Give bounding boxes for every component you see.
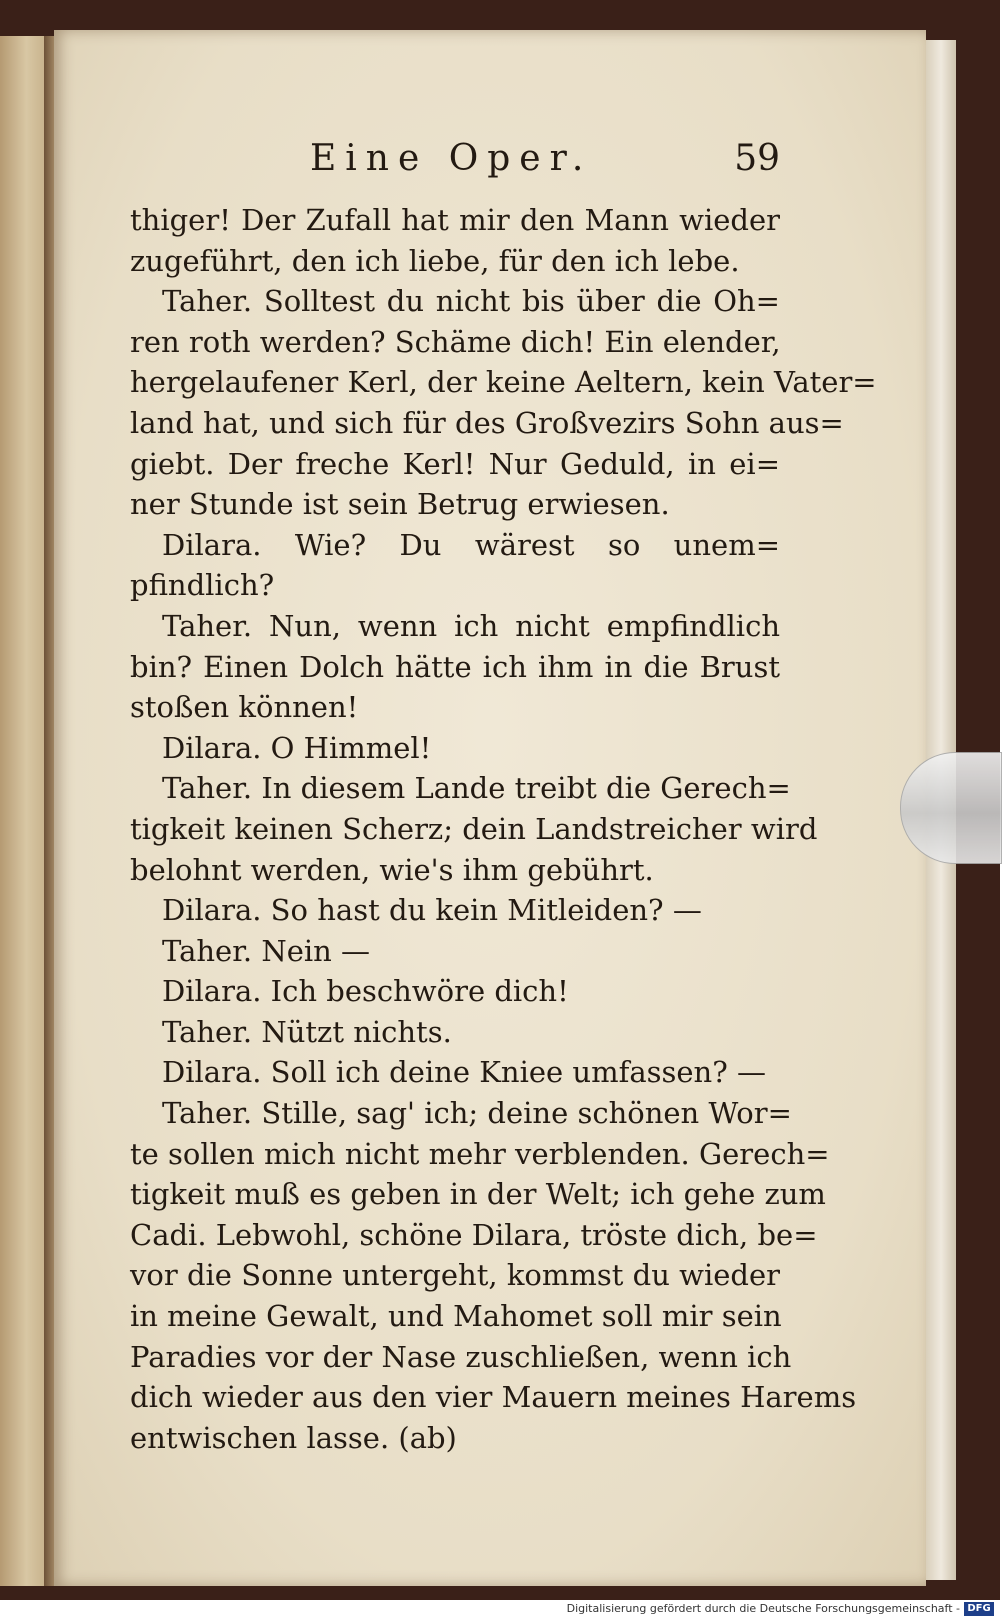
text-line: Paradies vor der Nase zuschließen, wenn ich <box>130 1339 792 1374</box>
text-line: Taher. Solltest du nicht bis über die Oh= <box>162 284 780 319</box>
digitization-credit: Digitalisierung gefördert durch die Deutsche Forschungsgemeinschaft - <box>566 1602 960 1615</box>
text-line: giebt. Der freche Kerl! Nur Geduld, in ei= <box>130 446 780 481</box>
page-header <box>130 138 780 188</box>
text-line: Taher. Stille, sag' ich; deine schönen Wor= <box>162 1096 792 1131</box>
text-line: tigkeit muß es geben in der Welt; ich gehe zum <box>130 1177 826 1212</box>
text-line: stoßen können! <box>130 690 359 725</box>
text-line: Dilara. Ich beschwöre dich! <box>162 974 569 1009</box>
text-line: ren roth werden? Schäme dich! Ein elender, <box>130 324 781 359</box>
text-line: bin? Einen Dolch hätte ich ihm in die Brust <box>130 649 780 684</box>
text-line: vor die Sonne untergeht, kommst du wieder <box>130 1258 780 1293</box>
text-line: Taher. Nützt nichts. <box>162 1014 452 1049</box>
text-line: thiger! Der Zufall hat mir den Mann wieder <box>130 203 780 237</box>
running-title: Eine Oper. <box>310 138 593 179</box>
text-line: Taher. Nein — <box>162 933 371 968</box>
page-clip <box>900 752 1002 864</box>
text-line: Taher. Nun, wenn ich nicht empfindlich <box>162 608 780 643</box>
text-line: Dilara. O Himmel! <box>162 730 432 765</box>
text-line: te sollen mich nicht mehr verblenden. Gerech= <box>130 1136 830 1171</box>
text-line: Dilara. So hast du kein Mitleiden? — <box>162 893 702 928</box>
text-line: Dilara. Wie? Du wärest so unem= <box>162 527 780 562</box>
text-line: pfindlich? <box>130 568 275 603</box>
text-line: tigkeit keinen Scherz; dein Landstreicher wird <box>130 811 818 846</box>
text-line: land hat, und sich für des Großvezirs Sohn aus= <box>130 405 844 440</box>
text-line: entwischen lasse. (ab) <box>130 1420 457 1455</box>
text-line: Cadi. Lebwohl, schöne Dilara, tröste dich, be= <box>130 1217 818 1252</box>
text-line: Taher. In diesem Lande treibt die Gerech= <box>162 771 791 806</box>
text-line: Dilara. Soll ich deine Kniee umfassen? — <box>162 1055 766 1090</box>
left-page-edge <box>0 36 44 1586</box>
text-line: dich wieder aus den vier Mauern meines Harems <box>130 1380 857 1415</box>
text-line: in meine Gewalt, und Mahomet soll mir sein <box>130 1299 782 1334</box>
dfg-logo: DFG <box>964 1602 994 1616</box>
page-number: 59 <box>734 138 780 179</box>
text-line: hergelaufener Kerl, der keine Aeltern, kein Vater= <box>130 365 877 400</box>
page-body-text <box>130 200 877 1458</box>
text-line: zugeführt, den ich liebe, für den ich lebe. <box>130 243 740 278</box>
text-line: ner Stunde ist sein Betrug erwiesen. <box>130 487 670 522</box>
text-line: belohnt werden, wie's ihm gebührt. <box>130 852 654 887</box>
